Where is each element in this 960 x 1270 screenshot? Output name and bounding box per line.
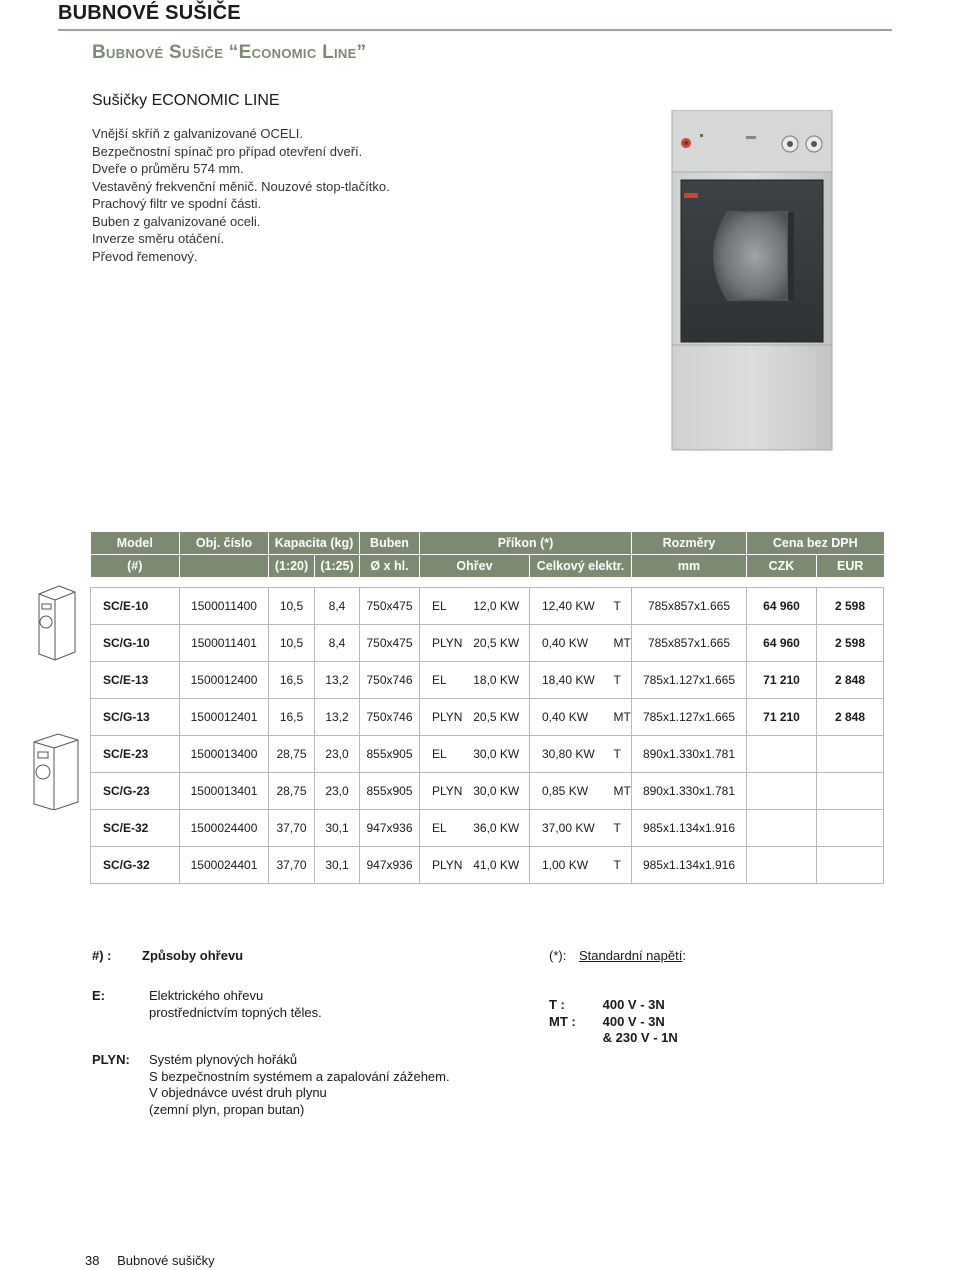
- cell-model: SC/E-23: [91, 736, 180, 773]
- cell-rozmery: 785x1.127x1.665: [632, 699, 747, 736]
- col-buben: Buben: [360, 532, 420, 555]
- cell-czk: 71 210: [747, 699, 817, 736]
- cell-model: SC/E-13: [91, 662, 180, 699]
- cell-napeti: MT: [602, 773, 632, 810]
- cell-napeti: MT: [602, 699, 632, 736]
- feature-item: Inverze směru otáčení.: [92, 231, 225, 246]
- cell-eur: 2 598: [817, 588, 884, 625]
- cell-rozmery: 985x1.134x1.916: [632, 810, 747, 847]
- col-k2: (1:25): [315, 555, 360, 578]
- cell-buben: 947x936: [360, 847, 420, 884]
- table-row: [91, 736, 884, 773]
- legend-t-value: 400 V - 3N: [602, 997, 665, 1012]
- cell-buben: 855x905: [360, 736, 420, 773]
- feature-list: [92, 125, 390, 265]
- cell-rozmery: 890x1.330x1.781: [632, 773, 747, 810]
- page-number: 38: [85, 1253, 100, 1268]
- col-k1: (1:20): [269, 555, 315, 578]
- cell-model: SC/G-23: [91, 773, 180, 810]
- cell-kapacita-20: 37,70: [269, 810, 315, 847]
- cell-ohrev-kw: 30,0 KW: [464, 773, 530, 810]
- cell-eur: 2 848: [817, 699, 884, 736]
- legend-voltage: [549, 948, 686, 963]
- col-model-sub: (#): [91, 555, 180, 578]
- cell-ohrev-kw: 12,0 KW: [464, 588, 530, 625]
- legend-plyn-line: V objednávce uvést druh plynu: [149, 1085, 327, 1100]
- cell-napeti: T: [602, 810, 632, 847]
- col-prikon: Příkon (*): [420, 532, 632, 555]
- cell-kapacita-20: 28,75: [269, 736, 315, 773]
- cell-kapacita-25: 23,0: [315, 773, 360, 810]
- col-obj-cislo: Obj. číslo: [180, 532, 269, 555]
- col-cena: Cena bez DPH: [747, 532, 884, 555]
- cell-kapacita-20: 10,5: [269, 588, 315, 625]
- cell-rozmery: 785x857x1.665: [632, 625, 747, 662]
- cell-kapacita-20: 10,5: [269, 625, 315, 662]
- cell-model: SC/G-10: [91, 625, 180, 662]
- cell-buben: 750x746: [360, 662, 420, 699]
- table-row: [91, 773, 884, 810]
- cell-kapacita-25: 8,4: [315, 588, 360, 625]
- col-ohrev: Ohřev: [420, 555, 530, 578]
- feature-item: Bezpečnostní spínač pro případ otevření dveří.: [92, 143, 363, 159]
- feature-item: Vestavěný frekvenční měnič. Nouzové stop-tlačítko.: [92, 178, 390, 194]
- col-celkovy: Celkový elektr.: [530, 555, 632, 578]
- col-czk: CZK: [747, 555, 817, 578]
- table-row: [91, 588, 884, 625]
- cell-ohrev-type: EL: [420, 588, 464, 625]
- cell-ohrev-kw: 20,5 KW: [464, 625, 530, 662]
- cell-kapacita-25: 13,2: [315, 662, 360, 699]
- col-rozmery: Rozměry: [632, 532, 747, 555]
- table-row: [91, 625, 884, 662]
- page-header-title: BUBNOVÉ SUŠIČE: [58, 2, 241, 24]
- table-row: [91, 847, 884, 884]
- footer-label: Bubnové sušičky: [117, 1253, 215, 1268]
- cell-celkovy-kw: 0,85 KW: [530, 773, 602, 810]
- table-subheader-row: [91, 555, 884, 578]
- legend-star-key: (*):: [549, 948, 567, 963]
- cell-eur: [817, 847, 884, 884]
- legend-plyn-line: Systém plynových hořáků: [149, 1052, 298, 1067]
- cell-napeti: T: [602, 847, 632, 884]
- cell-obj-cislo: 1500011400: [180, 588, 269, 625]
- cell-ohrev-type: PLYN: [420, 773, 464, 810]
- legend-mt-key: MT :: [549, 1013, 576, 1029]
- legend-mt-value2: & 230 V - 1N: [602, 1030, 678, 1045]
- cell-eur: 2 598: [817, 625, 884, 662]
- cell-obj-cislo: 1500024401: [180, 847, 269, 884]
- cell-eur: [817, 810, 884, 847]
- cell-obj-cislo: 1500012400: [180, 662, 269, 699]
- cell-celkovy-kw: 30,80 KW: [530, 736, 602, 773]
- cell-model: SC/G-13: [91, 699, 180, 736]
- feature-item: Prachový filtr ve spodní části.: [92, 196, 262, 211]
- cell-model: SC/E-32: [91, 810, 180, 847]
- cell-buben: 750x746: [360, 699, 420, 736]
- legend-e-key: E:: [92, 988, 105, 1003]
- legend-star-value: Standardní napětí: [578, 948, 683, 963]
- cell-buben: 855x905: [360, 773, 420, 810]
- cell-kapacita-20: 16,5: [269, 699, 315, 736]
- legend-plyn-line: (zemní plyn, propan butan): [149, 1101, 305, 1117]
- legend-plyn-key: PLYN:: [92, 1052, 130, 1067]
- legend-plyn-line: S bezpečnostním systémem a zapalování zážehem.: [149, 1068, 450, 1084]
- legend-t-key: T :: [549, 997, 565, 1012]
- cell-napeti: T: [602, 736, 632, 773]
- cell-czk: [747, 736, 817, 773]
- page-footer: [85, 1253, 215, 1268]
- col-buben-sub: Ø x hl.: [360, 555, 420, 578]
- cell-obj-cislo: 1500012401: [180, 699, 269, 736]
- col-mm: mm: [632, 555, 747, 578]
- header-rule: [58, 29, 892, 31]
- cell-kapacita-25: 8,4: [315, 625, 360, 662]
- col-eur: EUR: [817, 555, 884, 578]
- cell-ohrev-kw: 36,0 KW: [464, 810, 530, 847]
- table-row: [91, 662, 884, 699]
- feature-item: Dveře o průměru 574 mm.: [92, 161, 244, 176]
- cell-obj-cislo: 1500011401: [180, 625, 269, 662]
- cell-kapacita-20: 16,5: [269, 662, 315, 699]
- cell-eur: [817, 773, 884, 810]
- cell-ohrev-type: PLYN: [420, 625, 464, 662]
- cell-celkovy-kw: 1,00 KW: [530, 847, 602, 884]
- cell-rozmery: 890x1.330x1.781: [632, 736, 747, 773]
- legend-voltage-values: [549, 997, 678, 1047]
- col-obj-sub: [180, 555, 269, 578]
- cell-buben: 750x475: [360, 625, 420, 662]
- table-row: [91, 810, 884, 847]
- section-subtitle: Bubnové Sušiče “Economic Line”: [92, 42, 367, 63]
- cell-rozmery: 785x1.127x1.665: [632, 662, 747, 699]
- col-kapacita: Kapacita (kg): [269, 532, 360, 555]
- legend-plyn: [92, 1052, 450, 1117]
- legend-e-line: Elektrického ohřevu: [149, 988, 264, 1003]
- cell-celkovy-kw: 0,40 KW: [530, 625, 602, 662]
- cell-ohrev-kw: 30,0 KW: [464, 736, 530, 773]
- table-row: [91, 699, 884, 736]
- cell-napeti: T: [602, 662, 632, 699]
- legend-mt-value: 400 V - 3N: [602, 1013, 665, 1029]
- cell-czk: [747, 810, 817, 847]
- dryer-photo: [670, 110, 836, 455]
- cell-celkovy-kw: 37,00 KW: [530, 810, 602, 847]
- cell-celkovy-kw: 18,40 KW: [530, 662, 602, 699]
- legend-hash-key: #) :: [92, 948, 112, 963]
- cell-kapacita-25: 30,1: [315, 847, 360, 884]
- cell-model: SC/E-10: [91, 588, 180, 625]
- cell-napeti: MT: [602, 625, 632, 662]
- legend-star-colon: :: [682, 948, 686, 963]
- cell-ohrev-type: EL: [420, 662, 464, 699]
- legend-e-line: prostřednictvím topných těles.: [149, 1004, 322, 1020]
- cell-buben: 947x936: [360, 810, 420, 847]
- spec-table: [90, 532, 884, 884]
- product-title: Sušičky ECONOMIC LINE: [92, 92, 280, 109]
- dryer-outline-icon: [33, 582, 79, 662]
- cell-czk: [747, 847, 817, 884]
- cell-ohrev-type: PLYN: [420, 699, 464, 736]
- feature-item: Převod řemenový.: [92, 248, 198, 264]
- cell-eur: 2 848: [817, 662, 884, 699]
- feature-item: Vnější skříň z galvanizované OCELI.: [92, 126, 303, 141]
- cell-ohrev-type: PLYN: [420, 847, 464, 884]
- cell-ohrev-kw: 20,5 KW: [464, 699, 530, 736]
- cell-kapacita-25: 23,0: [315, 736, 360, 773]
- legend-hash-value: Způsoby ohřevu: [142, 948, 244, 963]
- cell-ohrev-kw: 41,0 KW: [464, 847, 530, 884]
- cell-celkovy-kw: 12,40 KW: [530, 588, 602, 625]
- feature-item: Buben z galvanizované oceli.: [92, 213, 261, 229]
- cell-rozmery: 785x857x1.665: [632, 588, 747, 625]
- cell-kapacita-25: 13,2: [315, 699, 360, 736]
- dryer-outline-icon-large: [30, 730, 82, 810]
- cell-ohrev-type: EL: [420, 810, 464, 847]
- cell-napeti: T: [602, 588, 632, 625]
- cell-czk: 71 210: [747, 662, 817, 699]
- cell-czk: 64 960: [747, 625, 817, 662]
- table-header-row: [91, 532, 884, 555]
- cell-obj-cislo: 1500013401: [180, 773, 269, 810]
- cell-kapacita-20: 28,75: [269, 773, 315, 810]
- cell-obj-cislo: 1500024400: [180, 810, 269, 847]
- cell-czk: [747, 773, 817, 810]
- legend-hash: [92, 948, 244, 963]
- cell-buben: 750x475: [360, 588, 420, 625]
- cell-kapacita-25: 30,1: [315, 810, 360, 847]
- col-model: Model: [91, 532, 180, 555]
- cell-model: SC/G-32: [91, 847, 180, 884]
- legend-e: [92, 988, 322, 1020]
- cell-obj-cislo: 1500013400: [180, 736, 269, 773]
- cell-rozmery: 985x1.134x1.916: [632, 847, 747, 884]
- cell-eur: [817, 736, 884, 773]
- cell-ohrev-kw: 18,0 KW: [464, 662, 530, 699]
- cell-czk: 64 960: [747, 588, 817, 625]
- cell-celkovy-kw: 0,40 KW: [530, 699, 602, 736]
- cell-kapacita-20: 37,70: [269, 847, 315, 884]
- cell-ohrev-type: EL: [420, 736, 464, 773]
